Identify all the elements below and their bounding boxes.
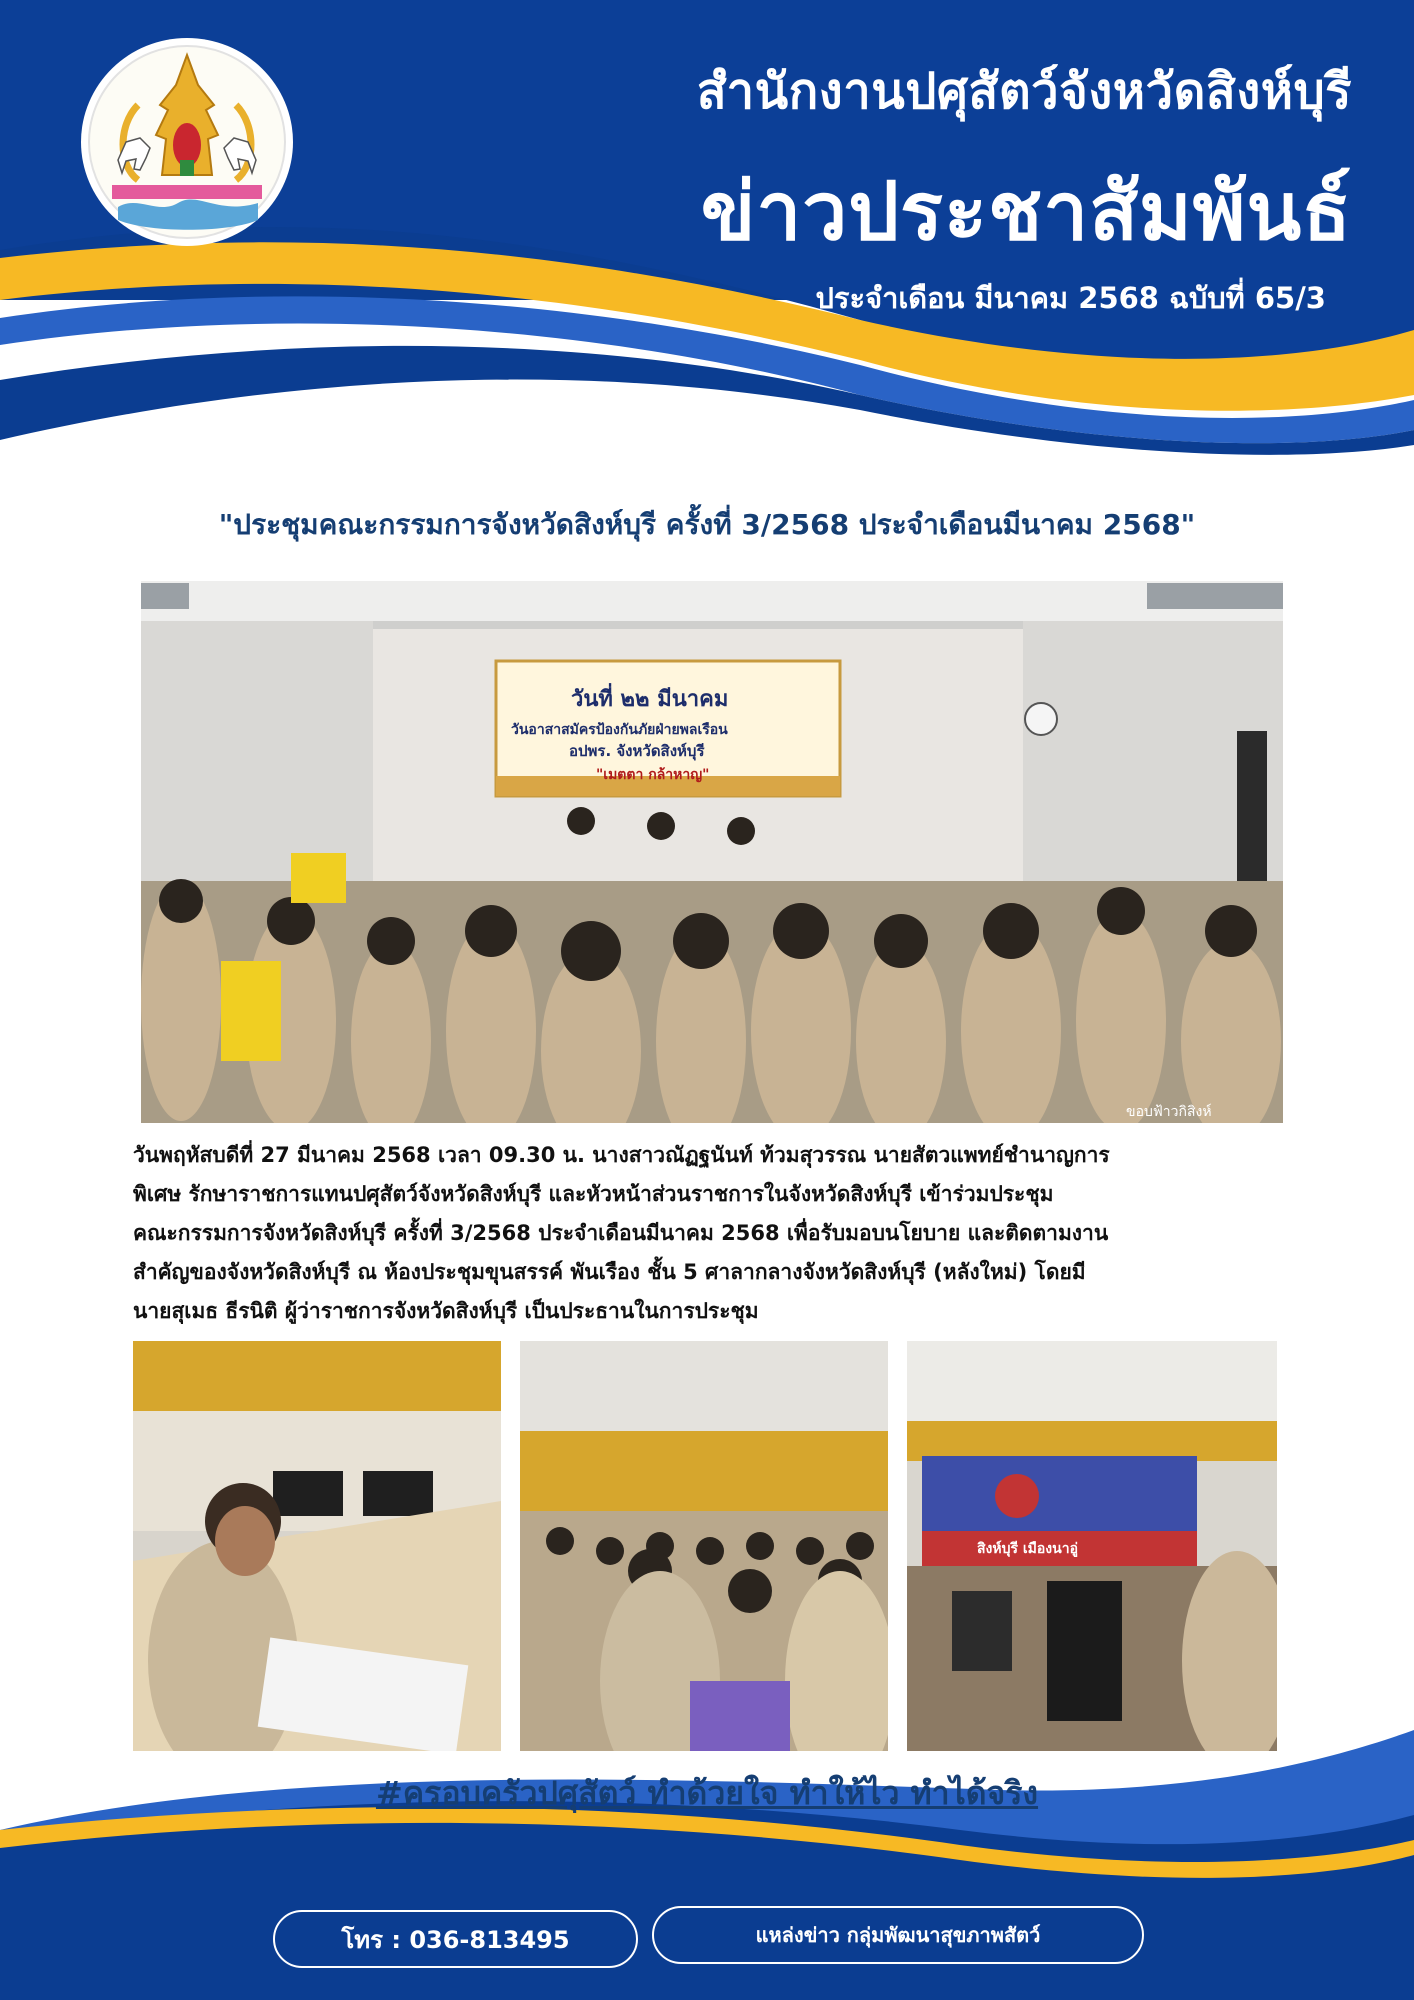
newsletter-title: ข่าวประชาสัมพันธ์ [700, 165, 1352, 258]
phone-contact: โทร : 036-813495 [273, 1910, 638, 1968]
organization-title: สำนักงานปศุสัตว์จังหวัดสิงห์บุรี [696, 63, 1352, 120]
news-source: แหล่งข่าว กลุ่มพัฒนาสุขภาพสัตว์ [652, 1906, 1144, 1964]
photo-watermark: ขอบฟ้าวกิสิงห์ [1126, 1104, 1212, 1120]
provincial-seal-icon [78, 35, 296, 250]
issue-line: ประจำเดือน มีนาคม 2568 ฉบับที่ 65/3 [815, 281, 1326, 315]
article-headline: "ประชุมคณะกรรมการจังหวัดสิงห์บุรี ครั้งที่ 3/2568 ประจำเดือนมีนาคม 2568" [218, 508, 1196, 541]
stage-sign-text: สิงห์บุรี เมืองนาอู่ [977, 1541, 1078, 1557]
banner-line4: "เมตตา กล้าหาญ" [596, 767, 710, 783]
banner-line1: วันที่ ๒๒ มีนาคม [571, 687, 729, 712]
slogan-tagline: #ครอบครัวปศุสัตว์ ทำด้วยใจ ทำให้ไว ทำได้จริง [375, 1774, 1039, 1812]
meeting-photo-1 [133, 1341, 501, 1751]
main-meeting-photo [141, 581, 1283, 1123]
meeting-photo-3 [907, 1341, 1277, 1751]
article-body: วันพฤหัสบดีที่ 27 มีนาคม 2568 เวลา 09.30 น. นางสาวณัฏฐนันท์ ท้วมสุวรรณ นายสัตวแพทย์ชำนาญการ พิเศษ รักษาราชการแทนปศุสัตว์จังหวัดสิงห์บุรี และหัวหน้าส่วนราชการในจังหวัดสิงห์บุรี เข้าร่วมประชุม คณะกรรมการจังหวัดสิงห์บุรี ครั้งที่ 3/2568 ประจำเดือนมีนาคม 2568 เพื่อรับมอบนโยบาย และติดตามงาน สำคัญของจังหวัดสิงห์บุรี ณ ห้องประชุมขุนสรรค์ พันเรือง ชั้น 5 ศาลากลางจังหวัดสิงห์บุรี (หลังใหม่) โดยมี นายสุเมธ ธีรนิติ ผู้ว่าราชการจังหวัดสิงห์บุรี เป็นประธานในการประชุม [133, 1143, 1110, 1323]
banner-line3: อปพร. จังหวัดสิงห์บุรี [569, 742, 705, 760]
meeting-photo-2 [520, 1341, 888, 1751]
banner-line2: วันอาสาสมัครป้องกันภัยฝ่ายพลเรือน [511, 722, 728, 738]
